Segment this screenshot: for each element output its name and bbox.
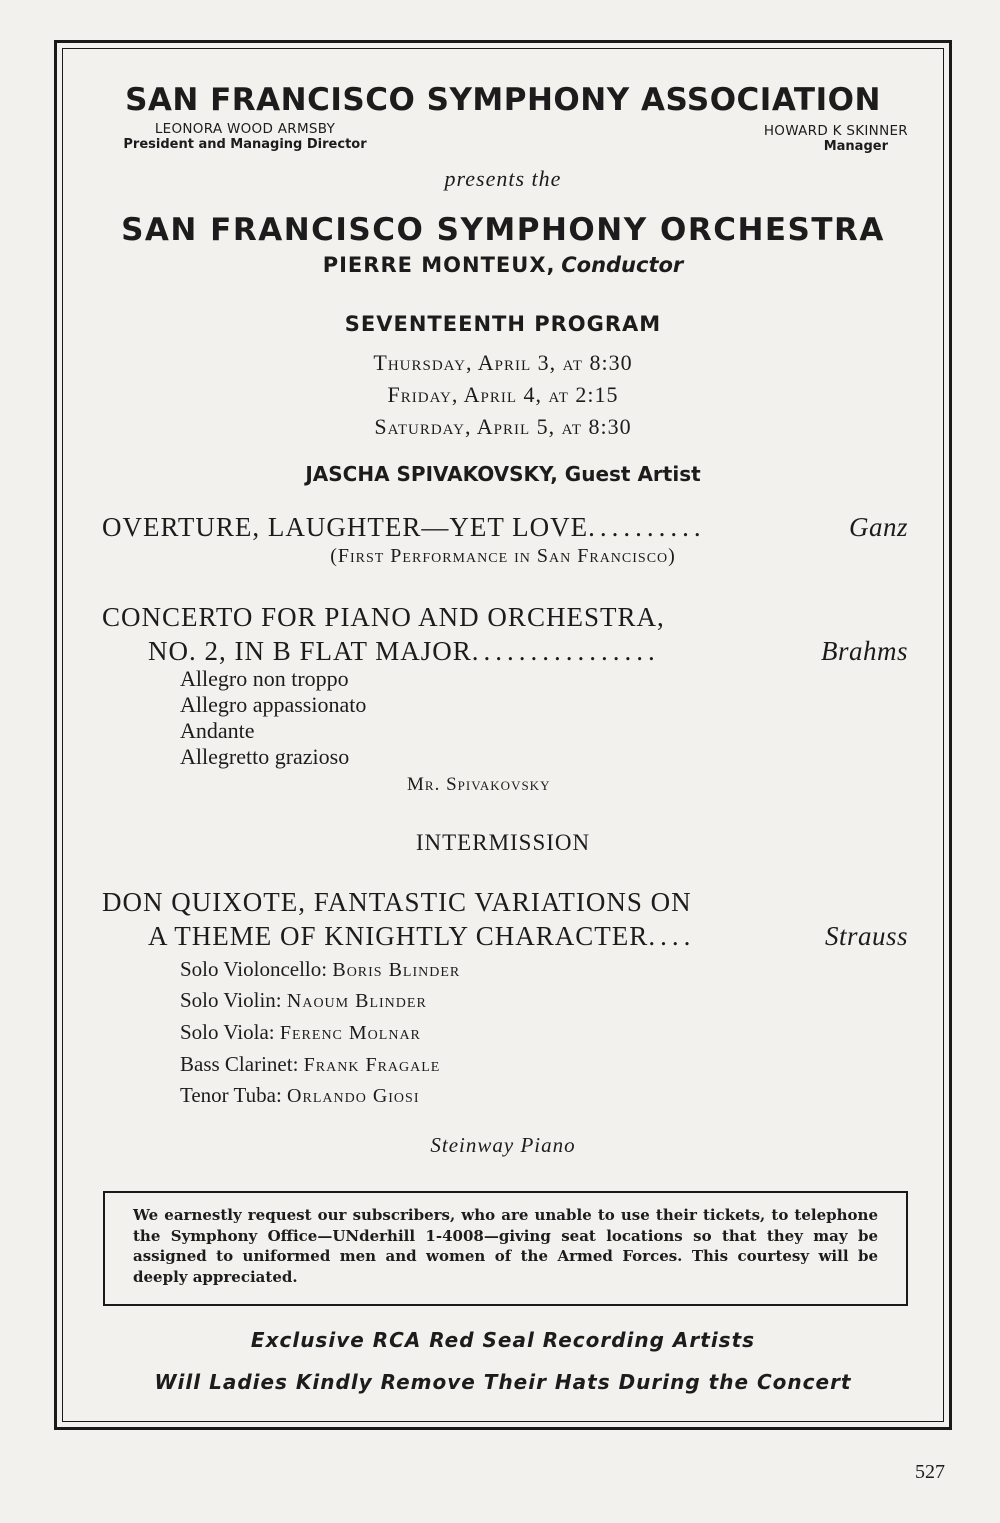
- presents-line: presents the: [444, 166, 562, 191]
- conductor-line: [62, 252, 944, 278]
- manager-name: HOWARD K SKINNER: [763, 123, 908, 139]
- credit-row: [180, 988, 427, 1013]
- president-role: President and Managing Director: [123, 137, 367, 152]
- movement: Allegro appassionato: [180, 692, 367, 717]
- program-date: Thursday, April 3, at 8:30: [373, 350, 633, 375]
- hats-notice: Will Ladies Kindly Remove Their Hats During the Concert: [154, 1370, 852, 1394]
- intermission: INTERMISSION: [415, 830, 591, 855]
- credit-name: Orlando Giosi: [287, 1085, 420, 1107]
- movement: Allegro non troppo: [180, 666, 349, 691]
- president-name: LEONORA WOOD ARMSBY: [154, 121, 336, 137]
- credit-row: [180, 1020, 421, 1045]
- movement: Allegretto grazioso: [180, 744, 350, 769]
- work-concerto-title-line1: CONCERTO FOR PIANO AND ORCHESTRA,: [102, 602, 665, 632]
- credit-name: Boris Blinder: [332, 959, 461, 981]
- dot-leader: ..........: [588, 512, 706, 542]
- credit-role: Solo Viola:: [180, 1020, 275, 1044]
- credit-row: [180, 1083, 420, 1108]
- credit-name: Frank Fragale: [303, 1054, 441, 1076]
- program-date: Saturday, April 5, at 8:30: [374, 414, 632, 439]
- movement: Andante: [180, 718, 255, 743]
- conductor-role: Conductor: [561, 253, 684, 277]
- credit-role: Bass Clarinet:: [180, 1052, 299, 1076]
- work-don-quixote-title-line1: DON QUIXOTE, FANTASTIC VARIATIONS ON: [102, 887, 692, 917]
- work-title: OVERTURE, LAUGHTER—YET LOVE: [102, 512, 589, 542]
- composer: Ganz: [848, 512, 908, 542]
- orchestra-title: SAN FRANCISCO SYMPHONY ORCHESTRA: [121, 212, 885, 248]
- work-concerto-title-line2: [148, 636, 908, 667]
- subscriber-notice: We earnestly request our subscribers, who are unable to use their tickets, to telephone the Symphony Office—UNderhill 1-4008—giving seat locations so that they may be assigned to uniformed men and women of the Armed Forces. This courtesy will be deeply appreciated.: [103, 1191, 908, 1306]
- composer: Strauss: [824, 921, 908, 951]
- work-title: NO. 2, IN B FLAT MAJOR: [148, 636, 472, 666]
- credit-name: Naoum Blinder: [286, 990, 427, 1012]
- association-title: SAN FRANCISCO SYMPHONY ASSOCIATION: [125, 82, 881, 118]
- dot-leader: ....: [648, 921, 696, 951]
- credit-role: Solo Violoncello:: [180, 957, 328, 981]
- guest-artist: JASCHA SPIVAKOVSKY, Guest Artist: [305, 462, 701, 486]
- work-note: (First Performance in San Francisco): [330, 545, 676, 567]
- soloist: Mr. Spivakovsky: [407, 774, 551, 795]
- credit-role: Tenor Tuba:: [180, 1083, 282, 1107]
- manager-block: [700, 123, 908, 155]
- program-date: Friday, April 4, at 2:15: [387, 382, 619, 407]
- work-title: A THEME OF KNIGHTLY CHARACTER: [148, 921, 649, 951]
- work-don-quixote-title-line2: [148, 921, 908, 952]
- program-title: SEVENTEENTH PROGRAM: [344, 312, 662, 336]
- credit-role: Solo Violin:: [180, 988, 282, 1012]
- manager-role: Manager: [823, 139, 888, 154]
- recording-artists-line: Exclusive RCA Red Seal Recording Artists: [250, 1328, 756, 1352]
- credit-name: Ferenc Molnar: [279, 1022, 421, 1044]
- dot-leader: ................: [471, 636, 660, 666]
- piano-credit: Steinway Piano: [430, 1133, 576, 1157]
- credit-row: [180, 1052, 440, 1077]
- president-block: [100, 121, 390, 153]
- conductor-name: PIERRE MONTEUX,: [322, 253, 556, 277]
- work-overture: [102, 512, 908, 543]
- credit-row: [180, 957, 460, 982]
- composer: Brahms: [820, 636, 908, 666]
- page-number: 527: [915, 1461, 945, 1483]
